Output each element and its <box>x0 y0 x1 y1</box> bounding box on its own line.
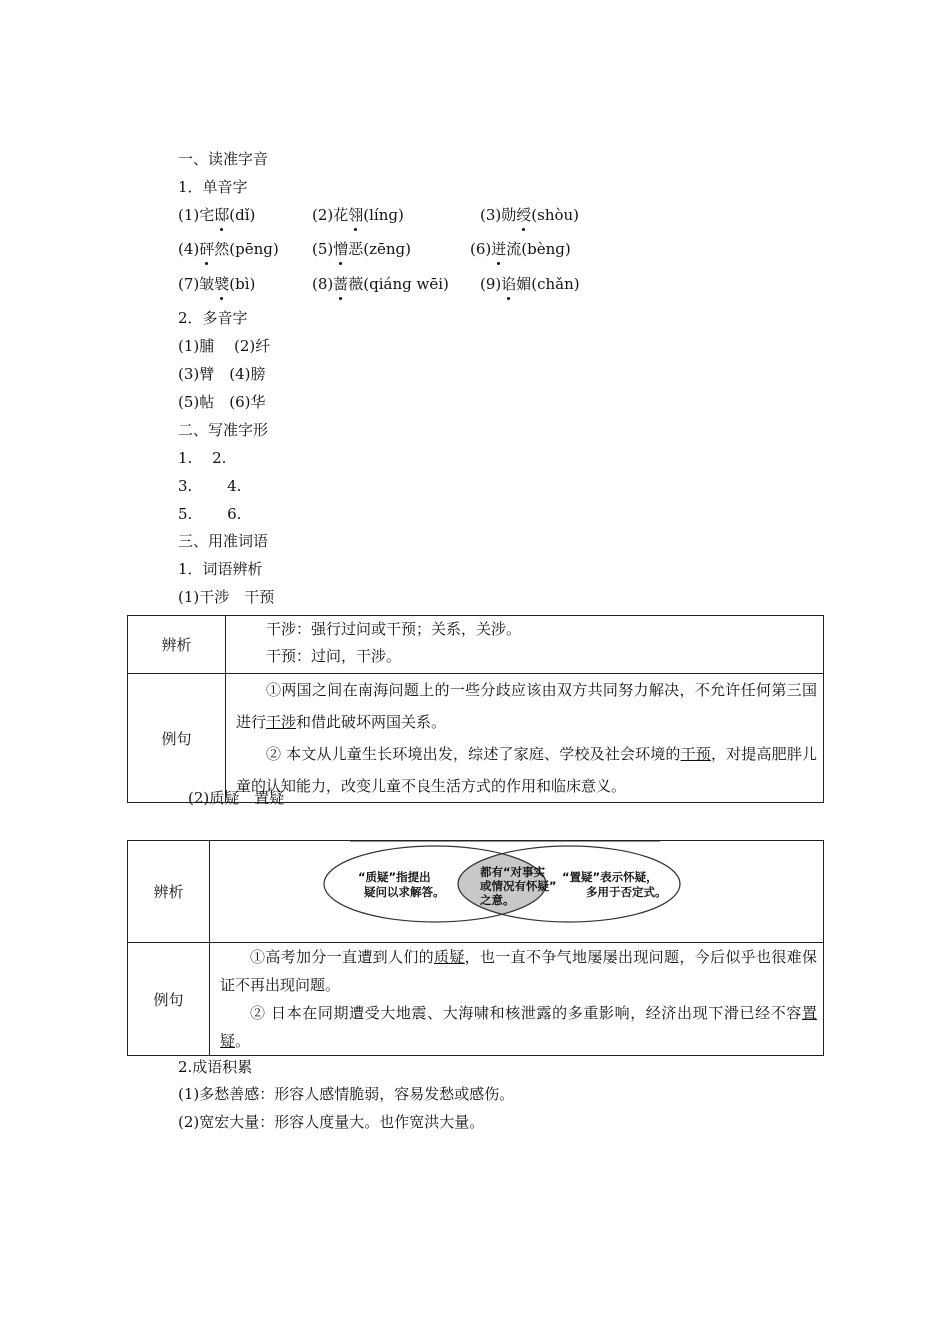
venn-right-text-1: “置疑”表示怀疑， <box>562 870 658 884</box>
glyph-line-1: 1. 2. <box>178 449 227 467</box>
section-heading-pronunciation: 一、读准字音 <box>178 150 269 168</box>
subheading-polyphonic: 2．多音字 <box>178 309 248 327</box>
word-pair-2-table <box>127 840 824 1056</box>
table2-example-1: ①高考加分一直遭到人们的质疑，也一直不争气地屡屡出现问题，今后似乎也很难保证不再出现问题。 <box>220 948 817 994</box>
word-pair-2-title: (2)质疑 置疑 <box>188 789 285 807</box>
table1-analysis-2: 干预：过问，干涉。 <box>266 647 402 665</box>
char-item-6: (6)迸流(bènɡ) <box>470 240 571 258</box>
word-pair-1-title: (1)干涉 干预 <box>178 588 275 606</box>
idiom-1: (1)多愁善感：形容人感情脆弱，容易发愁或感伤。 <box>178 1085 515 1103</box>
glyph-line-3: 5. 6. <box>178 505 242 523</box>
polyphonic-line-3: (5)帖 (6)华 <box>178 393 266 411</box>
section-heading-glyphs: 二、写准字形 <box>178 421 269 439</box>
char-item-2: (2)花翎(línɡ) <box>312 206 404 224</box>
table1-analysis-1: 干涉：强行过问或干预；关系，关涉。 <box>266 620 522 638</box>
table1-example-2: ② 本文从儿童生长环境出发，综述了家庭、学校及社会环境的干预，对提高肥胖儿童的认知能力，改变儿童不良生活方式的作用和临床意义。 <box>236 745 817 795</box>
char-item-7: (7)皱襞(bì) <box>178 275 256 293</box>
table2-examples <box>210 943 824 1056</box>
char-item-5: (5)憎恶(zēnɡ) <box>312 240 412 258</box>
table1-label-example: 例句 <box>128 674 226 803</box>
polyphonic-line-2: (3)臂 (4)膀 <box>178 365 266 383</box>
venn-left-text-2: 疑问以求解答。 <box>364 885 445 899</box>
table2-label-example: 例句 <box>128 943 210 1056</box>
venn-right-text-2: 多用于否定式。 <box>586 885 667 899</box>
char-item-9: (9)谄媚(chǎn) <box>480 275 580 293</box>
venn-mid-text-1: 都有“对事实 <box>480 865 546 879</box>
venn-mid-text-3: 之意。 <box>480 893 515 907</box>
char-item-3: (3)勋绶(shòu) <box>480 206 580 224</box>
table2-label-analysis: 辨析 <box>128 841 210 943</box>
table2-example-2: ② 日本在同期遭受大地震、大海啸和核泄露的多重影响，经济出现下滑已经不容置疑。 <box>220 1004 817 1050</box>
venn-left-text-1: “质疑”指提出 <box>358 870 431 884</box>
venn-diagram <box>210 841 824 941</box>
subheading-idioms: 2.成语积累 <box>178 1058 253 1076</box>
section-heading-words: 三、用准词语 <box>178 532 269 550</box>
word-pair-1-table <box>127 615 824 803</box>
subheading-single-pronunciation: 1．单音字 <box>178 178 248 196</box>
table2-venn-cell <box>210 841 824 943</box>
polyphonic-line-1: (1)脯 (2)纤 <box>178 337 271 355</box>
char-item-4: (4)砰然(pēnɡ) <box>178 240 279 258</box>
subheading-word-analysis: 1．词语辨析 <box>178 560 263 578</box>
venn-mid-text-2: 或情况有怀疑” <box>480 879 557 893</box>
glyph-line-2: 3. 4. <box>178 477 242 495</box>
table1-examples <box>226 674 824 803</box>
table1-label-analysis: 辨析 <box>128 616 226 674</box>
idiom-2: (2)宽宏大量：形容人度量大。也作宽洪大量。 <box>178 1113 485 1131</box>
table1-analysis <box>226 616 824 674</box>
char-item-1: (1)宅邸(dǐ) <box>178 206 256 224</box>
char-item-8: (8)蔷薇(qiánɡ wēi) <box>312 275 449 293</box>
table1-example-1: ①两国之间在南海问题上的一些分歧应该由双方共同努力解决，不允许任何第三国进行干涉和借此破坏两国关系。 <box>236 681 817 731</box>
